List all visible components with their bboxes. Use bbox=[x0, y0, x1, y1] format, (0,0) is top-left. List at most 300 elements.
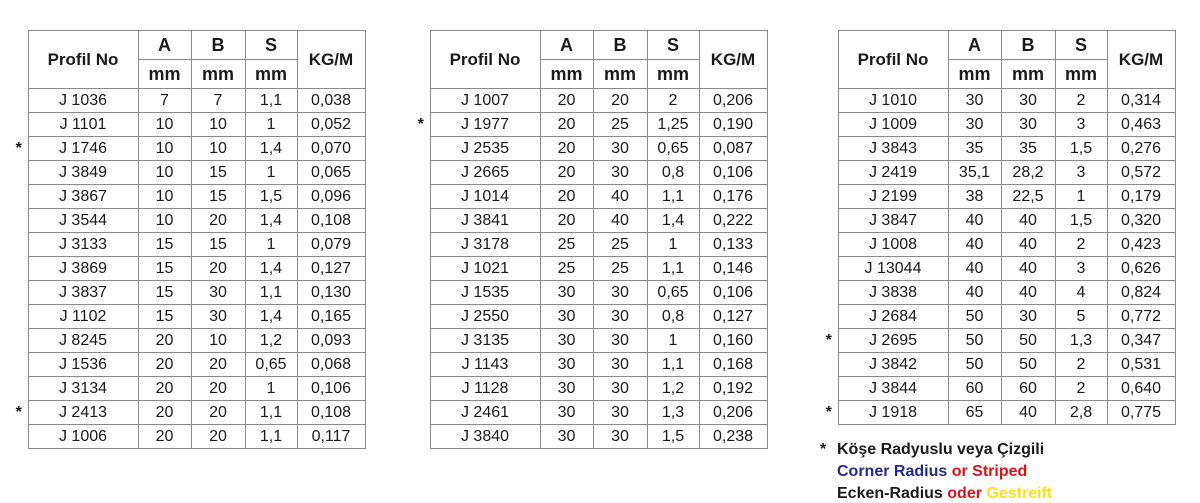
s-mm-cell: 1,1 bbox=[647, 257, 699, 281]
b-mm-cell: 30 bbox=[191, 305, 245, 329]
star-marker bbox=[412, 89, 430, 113]
profil-no-cell: J 1006 bbox=[28, 425, 138, 449]
star-marker bbox=[412, 137, 430, 161]
a-mm-cell: 20 bbox=[138, 329, 191, 353]
a-mm-cell: 10 bbox=[138, 185, 191, 209]
table-row bbox=[10, 305, 365, 329]
kgm-cell: 0,127 bbox=[699, 305, 767, 329]
s-mm-cell: 1 bbox=[245, 377, 297, 401]
profil-no-cell: J 3869 bbox=[28, 257, 138, 281]
a-mm-cell: 20 bbox=[540, 89, 593, 113]
star-marker bbox=[820, 257, 838, 281]
a-mm-cell: 30 bbox=[540, 305, 593, 329]
kgm-cell: 0,068 bbox=[297, 353, 365, 377]
star-marker bbox=[10, 113, 28, 137]
b-mm-cell: 40 bbox=[1001, 281, 1055, 305]
profil-no-cell: J 3134 bbox=[28, 377, 138, 401]
b-mm-cell: 40 bbox=[593, 185, 647, 209]
a-mm-cell: 40 bbox=[948, 233, 1001, 257]
kgm-cell: 0,423 bbox=[1107, 233, 1175, 257]
footnote-line bbox=[837, 439, 1052, 461]
col-header-b: B bbox=[593, 31, 647, 60]
profil-no-cell: J 2461 bbox=[430, 401, 540, 425]
table-row bbox=[412, 161, 767, 185]
profil-no-cell: J 2413 bbox=[28, 401, 138, 425]
star-marker: * bbox=[417, 115, 424, 133]
star-marker: * bbox=[825, 331, 832, 349]
s-mm-cell: 1,2 bbox=[647, 377, 699, 401]
star-marker bbox=[10, 89, 28, 113]
star-gutter bbox=[412, 31, 430, 89]
kgm-cell: 0,238 bbox=[699, 425, 767, 449]
profil-no-cell: J 2419 bbox=[838, 161, 948, 185]
table-row bbox=[412, 281, 767, 305]
s-mm-cell: 1,4 bbox=[245, 305, 297, 329]
b-mm-cell: 20 bbox=[191, 377, 245, 401]
col-header-a: A bbox=[540, 31, 593, 60]
b-mm-cell: 35 bbox=[1001, 137, 1055, 161]
profil-no-cell: J 1009 bbox=[838, 113, 948, 137]
table-row bbox=[10, 137, 365, 161]
b-mm-cell: 20 bbox=[191, 257, 245, 281]
a-mm-cell: 20 bbox=[138, 401, 191, 425]
a-mm-cell: 40 bbox=[948, 209, 1001, 233]
profil-no-cell: J 1536 bbox=[28, 353, 138, 377]
star-marker bbox=[412, 425, 430, 449]
a-mm-cell: 30 bbox=[540, 425, 593, 449]
table-row bbox=[820, 257, 1175, 281]
table-row bbox=[820, 401, 1175, 425]
star-marker bbox=[412, 353, 430, 377]
b-mm-cell: 30 bbox=[593, 329, 647, 353]
col-header-b-unit: mm bbox=[593, 60, 647, 89]
table-row bbox=[820, 161, 1175, 185]
a-mm-cell: 60 bbox=[948, 377, 1001, 401]
table-row bbox=[412, 257, 767, 281]
footnote bbox=[820, 439, 1052, 503]
table-row bbox=[10, 401, 365, 425]
b-mm-cell: 20 bbox=[593, 89, 647, 113]
s-mm-cell: 0,65 bbox=[647, 137, 699, 161]
profil-no-cell: J 1746 bbox=[28, 137, 138, 161]
table-row bbox=[10, 281, 365, 305]
b-mm-cell: 50 bbox=[1001, 353, 1055, 377]
b-mm-cell: 30 bbox=[593, 377, 647, 401]
a-mm-cell: 30 bbox=[540, 377, 593, 401]
kgm-cell: 0,640 bbox=[1107, 377, 1175, 401]
b-mm-cell: 40 bbox=[1001, 257, 1055, 281]
star-marker bbox=[412, 257, 430, 281]
b-mm-cell: 30 bbox=[593, 401, 647, 425]
s-mm-cell: 1,4 bbox=[647, 209, 699, 233]
profil-no-cell: J 3178 bbox=[430, 233, 540, 257]
col-header-profil-no: Profil No bbox=[28, 31, 138, 89]
s-mm-cell: 1,1 bbox=[647, 353, 699, 377]
s-mm-cell: 1,4 bbox=[245, 209, 297, 233]
star-marker bbox=[412, 281, 430, 305]
kgm-cell: 0,133 bbox=[699, 233, 767, 257]
col-header-b-unit: mm bbox=[1001, 60, 1055, 89]
kgm-cell: 0,320 bbox=[1107, 209, 1175, 233]
profile-table bbox=[10, 30, 366, 449]
footnote-segment: Gestreift bbox=[986, 485, 1053, 502]
b-mm-cell: 40 bbox=[1001, 233, 1055, 257]
table-row bbox=[412, 185, 767, 209]
a-mm-cell: 35,1 bbox=[948, 161, 1001, 185]
s-mm-cell: 1,1 bbox=[245, 425, 297, 449]
table-row bbox=[10, 185, 365, 209]
profil-no-cell: J 1007 bbox=[430, 89, 540, 113]
profile-table-1 bbox=[10, 30, 366, 449]
a-mm-cell: 7 bbox=[138, 89, 191, 113]
star-marker: * bbox=[15, 139, 22, 157]
s-mm-cell: 0,8 bbox=[647, 305, 699, 329]
b-mm-cell: 15 bbox=[191, 185, 245, 209]
a-mm-cell: 30 bbox=[948, 89, 1001, 113]
star-marker: * bbox=[15, 403, 22, 421]
b-mm-cell: 20 bbox=[191, 209, 245, 233]
s-mm-cell: 1 bbox=[647, 233, 699, 257]
a-mm-cell: 15 bbox=[138, 257, 191, 281]
s-mm-cell: 1 bbox=[1055, 185, 1107, 209]
b-mm-cell: 40 bbox=[1001, 209, 1055, 233]
b-mm-cell: 20 bbox=[191, 425, 245, 449]
profile-table-1-body bbox=[10, 89, 365, 449]
kgm-cell: 0,070 bbox=[297, 137, 365, 161]
b-mm-cell: 30 bbox=[593, 161, 647, 185]
a-mm-cell: 15 bbox=[138, 281, 191, 305]
col-header-a: A bbox=[948, 31, 1001, 60]
kgm-cell: 0,130 bbox=[297, 281, 365, 305]
profil-no-cell: J 8245 bbox=[28, 329, 138, 353]
star-marker bbox=[10, 425, 28, 449]
kgm-cell: 0,179 bbox=[1107, 185, 1175, 209]
kgm-cell: 0,127 bbox=[297, 257, 365, 281]
table-row bbox=[412, 353, 767, 377]
star-marker bbox=[820, 185, 838, 209]
star-marker bbox=[412, 329, 430, 353]
table-row bbox=[10, 257, 365, 281]
kgm-cell: 0,531 bbox=[1107, 353, 1175, 377]
kgm-cell: 0,108 bbox=[297, 209, 365, 233]
kgm-cell: 0,176 bbox=[699, 185, 767, 209]
profil-no-cell: J 3847 bbox=[838, 209, 948, 233]
table-row bbox=[820, 113, 1175, 137]
kgm-cell: 0,146 bbox=[699, 257, 767, 281]
profile-table-3 bbox=[820, 30, 1176, 425]
a-mm-cell: 30 bbox=[540, 281, 593, 305]
star-marker bbox=[820, 281, 838, 305]
kgm-cell: 0,276 bbox=[1107, 137, 1175, 161]
a-mm-cell: 30 bbox=[948, 113, 1001, 137]
profil-no-cell: J 1143 bbox=[430, 353, 540, 377]
a-mm-cell: 30 bbox=[540, 353, 593, 377]
s-mm-cell: 1,5 bbox=[1055, 209, 1107, 233]
col-header-profil-no: Profil No bbox=[838, 31, 948, 89]
kgm-cell: 0,052 bbox=[297, 113, 365, 137]
col-header-s-unit: mm bbox=[1055, 60, 1107, 89]
a-mm-cell: 20 bbox=[138, 353, 191, 377]
profil-no-cell: J 2535 bbox=[430, 137, 540, 161]
table-row bbox=[412, 425, 767, 449]
profile-table-3-body bbox=[820, 89, 1175, 425]
col-header-a-unit: mm bbox=[540, 60, 593, 89]
col-header-b: B bbox=[1001, 31, 1055, 60]
profil-no-cell: J 1036 bbox=[28, 89, 138, 113]
a-mm-cell: 20 bbox=[138, 425, 191, 449]
b-mm-cell: 25 bbox=[593, 233, 647, 257]
table-row bbox=[412, 377, 767, 401]
profil-no-cell: J 3135 bbox=[430, 329, 540, 353]
b-mm-cell: 30 bbox=[1001, 89, 1055, 113]
profil-no-cell: J 2665 bbox=[430, 161, 540, 185]
footnote-asterisk: * bbox=[820, 441, 827, 458]
col-header-a-unit: mm bbox=[948, 60, 1001, 89]
kgm-cell: 0,347 bbox=[1107, 329, 1175, 353]
profil-no-cell: J 2695 bbox=[838, 329, 948, 353]
kgm-cell: 0,108 bbox=[297, 401, 365, 425]
a-mm-cell: 38 bbox=[948, 185, 1001, 209]
star-marker bbox=[412, 305, 430, 329]
s-mm-cell: 1,5 bbox=[1055, 137, 1107, 161]
table-row bbox=[10, 233, 365, 257]
kgm-cell: 0,106 bbox=[297, 377, 365, 401]
b-mm-cell: 30 bbox=[191, 281, 245, 305]
star-marker bbox=[820, 161, 838, 185]
col-header-kgm: KG/M bbox=[699, 31, 767, 89]
a-mm-cell: 35 bbox=[948, 137, 1001, 161]
b-mm-cell: 30 bbox=[1001, 305, 1055, 329]
star-marker bbox=[10, 209, 28, 233]
a-mm-cell: 20 bbox=[540, 113, 593, 137]
a-mm-cell: 10 bbox=[138, 113, 191, 137]
s-mm-cell: 1,1 bbox=[647, 185, 699, 209]
s-mm-cell: 4 bbox=[1055, 281, 1107, 305]
b-mm-cell: 30 bbox=[1001, 113, 1055, 137]
table-row bbox=[820, 137, 1175, 161]
s-mm-cell: 2 bbox=[647, 89, 699, 113]
s-mm-cell: 2 bbox=[1055, 89, 1107, 113]
table-row bbox=[10, 161, 365, 185]
b-mm-cell: 15 bbox=[191, 161, 245, 185]
table-row bbox=[820, 233, 1175, 257]
star-marker bbox=[10, 281, 28, 305]
table-row bbox=[820, 89, 1175, 113]
s-mm-cell: 0,65 bbox=[647, 281, 699, 305]
kgm-cell: 0,160 bbox=[699, 329, 767, 353]
star-marker bbox=[820, 377, 838, 401]
kgm-cell: 0,165 bbox=[297, 305, 365, 329]
table-row bbox=[820, 209, 1175, 233]
profil-no-cell: J 3840 bbox=[430, 425, 540, 449]
a-mm-cell: 10 bbox=[138, 161, 191, 185]
profil-no-cell: J 13044 bbox=[838, 257, 948, 281]
profil-no-cell: J 1021 bbox=[430, 257, 540, 281]
footnote-line bbox=[837, 483, 1052, 503]
b-mm-cell: 30 bbox=[593, 281, 647, 305]
kgm-cell: 0,192 bbox=[699, 377, 767, 401]
col-header-b: B bbox=[191, 31, 245, 60]
kgm-cell: 0,824 bbox=[1107, 281, 1175, 305]
kgm-cell: 0,096 bbox=[297, 185, 365, 209]
s-mm-cell: 1,4 bbox=[245, 137, 297, 161]
kgm-cell: 0,206 bbox=[699, 89, 767, 113]
s-mm-cell: 0,8 bbox=[647, 161, 699, 185]
star-marker bbox=[10, 185, 28, 209]
profile-table-2 bbox=[412, 30, 768, 449]
star-marker bbox=[10, 377, 28, 401]
profil-no-cell: J 1128 bbox=[430, 377, 540, 401]
star-marker bbox=[412, 377, 430, 401]
b-mm-cell: 20 bbox=[191, 401, 245, 425]
s-mm-cell: 0,65 bbox=[245, 353, 297, 377]
star-marker bbox=[10, 329, 28, 353]
footnote-segment: Striped bbox=[972, 463, 1028, 480]
table-row bbox=[412, 113, 767, 137]
star-marker bbox=[820, 353, 838, 377]
a-mm-cell: 50 bbox=[948, 305, 1001, 329]
profil-no-cell: J 3849 bbox=[28, 161, 138, 185]
s-mm-cell: 1,3 bbox=[647, 401, 699, 425]
footnote-segment: Köşe Radyuslu veya Çizgili bbox=[837, 441, 1045, 458]
a-mm-cell: 20 bbox=[540, 209, 593, 233]
kgm-cell: 0,106 bbox=[699, 281, 767, 305]
footnote-lines bbox=[837, 439, 1052, 503]
col-header-s: S bbox=[647, 31, 699, 60]
a-mm-cell: 10 bbox=[138, 209, 191, 233]
profil-no-cell: J 1102 bbox=[28, 305, 138, 329]
profil-no-cell: J 3843 bbox=[838, 137, 948, 161]
b-mm-cell: 40 bbox=[1001, 401, 1055, 425]
a-mm-cell: 40 bbox=[948, 281, 1001, 305]
col-header-s-unit: mm bbox=[245, 60, 297, 89]
a-mm-cell: 20 bbox=[540, 137, 593, 161]
b-mm-cell: 10 bbox=[191, 137, 245, 161]
b-mm-cell: 25 bbox=[593, 113, 647, 137]
profil-no-cell: J 1918 bbox=[838, 401, 948, 425]
star-marker bbox=[10, 161, 28, 185]
profil-no-cell: J 1014 bbox=[430, 185, 540, 209]
kgm-cell: 0,314 bbox=[1107, 89, 1175, 113]
kgm-cell: 0,206 bbox=[699, 401, 767, 425]
kgm-cell: 0,038 bbox=[297, 89, 365, 113]
profile-table bbox=[412, 30, 768, 449]
s-mm-cell: 3 bbox=[1055, 113, 1107, 137]
a-mm-cell: 20 bbox=[540, 161, 593, 185]
kgm-cell: 0,772 bbox=[1107, 305, 1175, 329]
a-mm-cell: 30 bbox=[540, 329, 593, 353]
profil-no-cell: J 3838 bbox=[838, 281, 948, 305]
footnote-line bbox=[837, 461, 1052, 483]
profil-no-cell: J 2550 bbox=[430, 305, 540, 329]
table-row bbox=[412, 233, 767, 257]
star-marker bbox=[412, 209, 430, 233]
b-mm-cell: 10 bbox=[191, 113, 245, 137]
kgm-cell: 0,463 bbox=[1107, 113, 1175, 137]
kgm-cell: 0,093 bbox=[297, 329, 365, 353]
b-mm-cell: 60 bbox=[1001, 377, 1055, 401]
a-mm-cell: 50 bbox=[948, 329, 1001, 353]
col-header-s: S bbox=[1055, 31, 1107, 60]
s-mm-cell: 1 bbox=[245, 233, 297, 257]
a-mm-cell: 20 bbox=[138, 377, 191, 401]
b-mm-cell: 50 bbox=[1001, 329, 1055, 353]
s-mm-cell: 1,1 bbox=[245, 401, 297, 425]
profil-no-cell: J 3867 bbox=[28, 185, 138, 209]
table-row bbox=[10, 329, 365, 353]
table-row bbox=[820, 353, 1175, 377]
kgm-cell: 0,572 bbox=[1107, 161, 1175, 185]
kgm-cell: 0,190 bbox=[699, 113, 767, 137]
star-marker bbox=[10, 233, 28, 257]
table-row bbox=[412, 401, 767, 425]
table-row bbox=[820, 185, 1175, 209]
b-mm-cell: 22,5 bbox=[1001, 185, 1055, 209]
star-marker bbox=[10, 257, 28, 281]
kgm-cell: 0,065 bbox=[297, 161, 365, 185]
b-mm-cell: 20 bbox=[191, 353, 245, 377]
profil-no-cell: J 1101 bbox=[28, 113, 138, 137]
footnote-segment: Ecken-Radius bbox=[837, 485, 948, 502]
table-row bbox=[10, 209, 365, 233]
star-marker bbox=[412, 161, 430, 185]
kgm-cell: 0,775 bbox=[1107, 401, 1175, 425]
star-marker bbox=[10, 353, 28, 377]
s-mm-cell: 1,4 bbox=[245, 257, 297, 281]
s-mm-cell: 1,5 bbox=[245, 185, 297, 209]
b-mm-cell: 25 bbox=[593, 257, 647, 281]
kgm-cell: 0,106 bbox=[699, 161, 767, 185]
table-row bbox=[820, 377, 1175, 401]
star-marker bbox=[820, 305, 838, 329]
col-header-a-unit: mm bbox=[138, 60, 191, 89]
a-mm-cell: 15 bbox=[138, 305, 191, 329]
b-mm-cell: 30 bbox=[593, 305, 647, 329]
b-mm-cell: 28,2 bbox=[1001, 161, 1055, 185]
star-marker bbox=[412, 233, 430, 257]
star-marker bbox=[412, 185, 430, 209]
star-gutter bbox=[10, 31, 28, 89]
profile-table bbox=[820, 30, 1176, 425]
b-mm-cell: 15 bbox=[191, 233, 245, 257]
table-row bbox=[412, 305, 767, 329]
s-mm-cell: 3 bbox=[1055, 161, 1107, 185]
s-mm-cell: 2 bbox=[1055, 353, 1107, 377]
kgm-cell: 0,087 bbox=[699, 137, 767, 161]
s-mm-cell: 2 bbox=[1055, 377, 1107, 401]
star-marker bbox=[820, 113, 838, 137]
table-row bbox=[10, 113, 365, 137]
star-marker bbox=[10, 305, 28, 329]
kgm-cell: 0,168 bbox=[699, 353, 767, 377]
b-mm-cell: 7 bbox=[191, 89, 245, 113]
s-mm-cell: 1,5 bbox=[647, 425, 699, 449]
col-header-a: A bbox=[138, 31, 191, 60]
s-mm-cell: 2 bbox=[1055, 233, 1107, 257]
star-marker bbox=[412, 401, 430, 425]
b-mm-cell: 30 bbox=[593, 137, 647, 161]
a-mm-cell: 40 bbox=[948, 257, 1001, 281]
a-mm-cell: 30 bbox=[540, 401, 593, 425]
table-row bbox=[820, 305, 1175, 329]
table-row bbox=[820, 329, 1175, 353]
s-mm-cell: 1 bbox=[245, 113, 297, 137]
star-marker bbox=[820, 137, 838, 161]
footnote-segment: Corner Radius bbox=[837, 463, 952, 480]
table-row bbox=[10, 89, 365, 113]
profil-no-cell: J 1008 bbox=[838, 233, 948, 257]
profil-no-cell: J 1535 bbox=[430, 281, 540, 305]
